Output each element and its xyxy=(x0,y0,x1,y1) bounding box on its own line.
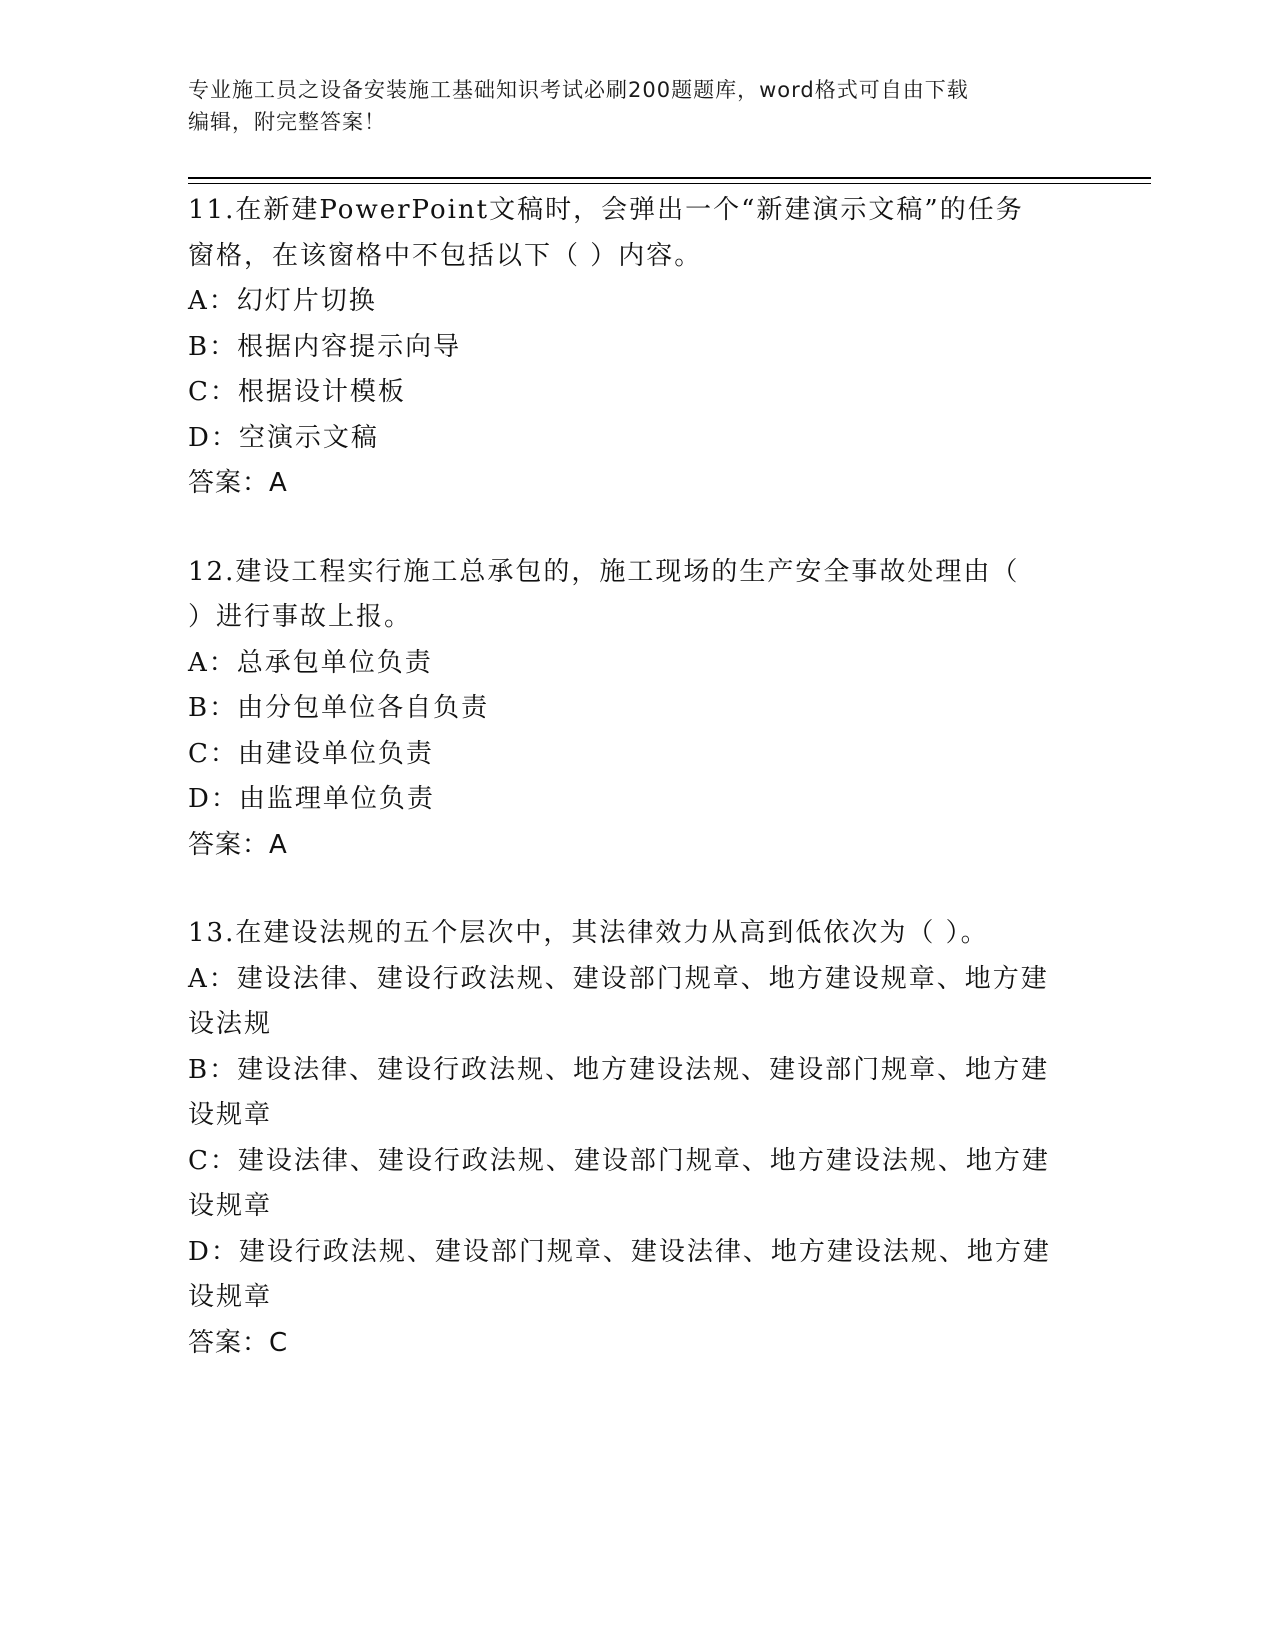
option-c: C：建设法律、建设行政法规、建设部门规章、地方建设法规、地方建 xyxy=(188,1145,1050,1176)
option-b-continued: 设规章 xyxy=(188,1100,273,1130)
question-stem-line: 13.在建设法规的五个层次中，其法律效力从高到低依次为（ ）。 xyxy=(188,918,989,948)
question-stem-line: ）进行事故上报。 xyxy=(188,602,413,632)
option-b: B：根据内容提示向导 xyxy=(188,331,462,362)
question-12 xyxy=(188,550,1078,869)
option-d: D：由监理单位负责 xyxy=(188,784,435,814)
option-a-continued: 设法规 xyxy=(188,1009,273,1039)
question-stem-line: 11.在新建PowerPoint文稿时，会弹出一个“新建演示文稿”的任务 xyxy=(188,195,1024,225)
header-line-1: 专业施工员之设备安装施工基础知识考试必刷200题题库，word格式可自由下载 xyxy=(188,78,969,102)
option-b: B：建设法律、建设行政法规、地方建设法规、建设部门规章、地方建 xyxy=(188,1054,1050,1085)
header-divider-thick xyxy=(188,177,1151,179)
option-d: D：建设行政法规、建设部门规章、建设法律、地方建设法规、地方建 xyxy=(188,1236,1051,1267)
option-d: D：空演示文稿 xyxy=(188,422,379,453)
option-c: C：由建设单位负责 xyxy=(188,738,434,769)
header-line-2: 编辑，附完整答案！ xyxy=(188,110,386,134)
option-a: A：幻灯片切换 xyxy=(188,286,377,316)
header-divider-thin xyxy=(188,183,1151,184)
option-a: A：建设法律、建设行政法规、建设部门规章、地方建设规章、地方建 xyxy=(188,963,1049,994)
question-11 xyxy=(188,188,1078,507)
option-c-continued: 设规章 xyxy=(188,1191,273,1221)
question-list xyxy=(188,188,1078,1409)
option-d-continued: 设规章 xyxy=(188,1282,273,1312)
question-stem-line: 12.建设工程实行施工总承包的，施工现场的生产安全事故处理由（ xyxy=(188,556,1020,587)
question-13 xyxy=(188,911,1078,1366)
question-stem-line: 窗格，在该窗格中不包括以下（ ）内容。 xyxy=(188,240,703,271)
answer-label: 答案：C xyxy=(188,1327,289,1358)
option-a: A：总承包单位负责 xyxy=(188,647,433,678)
option-b: B：由分包单位各自负责 xyxy=(188,693,490,723)
option-c: C：根据设计模板 xyxy=(188,377,406,407)
answer-label: 答案：A xyxy=(188,829,288,860)
document-header xyxy=(188,74,1068,138)
answer-label: 答案：A xyxy=(188,468,288,498)
